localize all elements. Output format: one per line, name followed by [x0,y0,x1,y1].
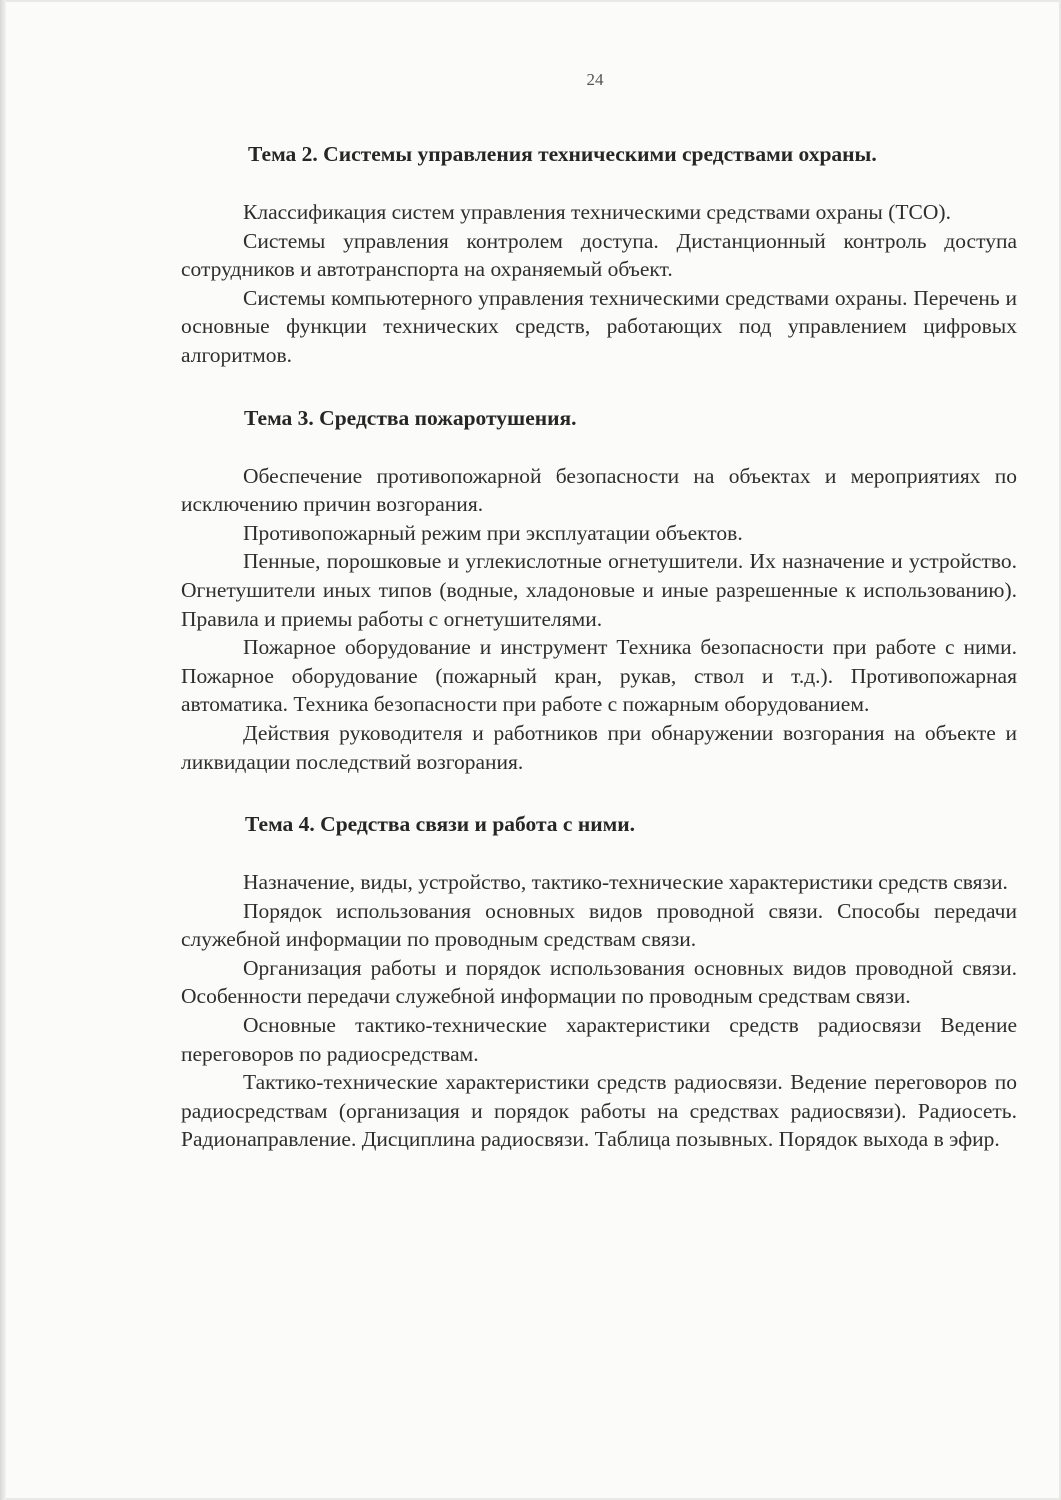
page-number: 24 [586,70,604,89]
topic-body [181,462,1017,777]
topic-body [181,868,1017,1154]
topic-section [181,140,1017,370]
paragraph: Пенные, порошковые и углекислотные огнетушители. Их назначение и устройство. Огнетушители иных типов (водные, хладоновые и иные разрешенные к использованию). Правила и приемы работы с огнетушителями. [181,549,1017,631]
paragraph: Назначение, виды, устройство, тактико-технические характеристики средств связи. [243,870,1008,895]
paragraph: Системы компьютерного управления техническими средствами охраны. Перечень и основные функции технических средств, работающих под управлением цифровых алгоритмов. [181,285,1017,367]
page-content [181,140,1017,1154]
paragraph: Действия руководителя и работников при обнаружении возгорания на объекте и ликвидации последствий возгорания. [181,720,1017,774]
topic-list [181,140,1017,1154]
paragraph: Обеспечение противопожарной безопасности на объектах и мероприятиях по исключению причин возгорания. [181,463,1017,517]
topic-title: Тема 2. Системы управления техническими средствами охраны. [248,142,877,166]
paragraph: Противопожарный режим при эксплуатации объектов. [243,520,743,545]
topic-body [181,198,1017,370]
paragraph: Системы управления контролем доступа. Дистанционный контроль доступа сотрудников и автотранспорта на охраняемый объект. [181,228,1017,282]
paragraph: Тактико-технические характеристики средств радиосвязи. Ведение переговоров по радиосредствам (организация и порядок работы на средствах радиосвязи). Радиосеть. Радионаправление. Дисциплина радиосвязи. Таблица позывных. Порядок выхода в эфир. [181,1070,1017,1152]
paragraph: Основные тактико-технические характеристики средств радиосвязи Ведение переговоров по радиосредствам. [181,1013,1017,1066]
scan-page-edge [0,0,6,1500]
topic-section [181,404,1017,777]
topic-section [181,810,1017,1154]
paragraph: Классификация систем управления техническими средствами охраны (ТСО). [243,200,951,224]
topic-title: Тема 3. Средства пожаротушения. [244,405,577,430]
topic-title: Тема 4. Средства связи и работа с ними. [245,812,636,837]
paragraph: Пожарное оборудование и инструмент Техника безопасности при работе с ними. Пожарное оборудование (пожарный кран, рукав, ствол и т.д.). Противопожарная автоматика. Техника безопасности при работе с пожарным оборудованием. [181,635,1017,717]
paragraph: Организация работы и порядок использования основных видов проводной связи. Особенности передачи служебной информации по проводным средствам связи. [181,955,1017,1009]
paragraph: Порядок использования основных видов проводной связи. Способы передачи служебной информации по проводным средствам связи. [181,898,1017,952]
